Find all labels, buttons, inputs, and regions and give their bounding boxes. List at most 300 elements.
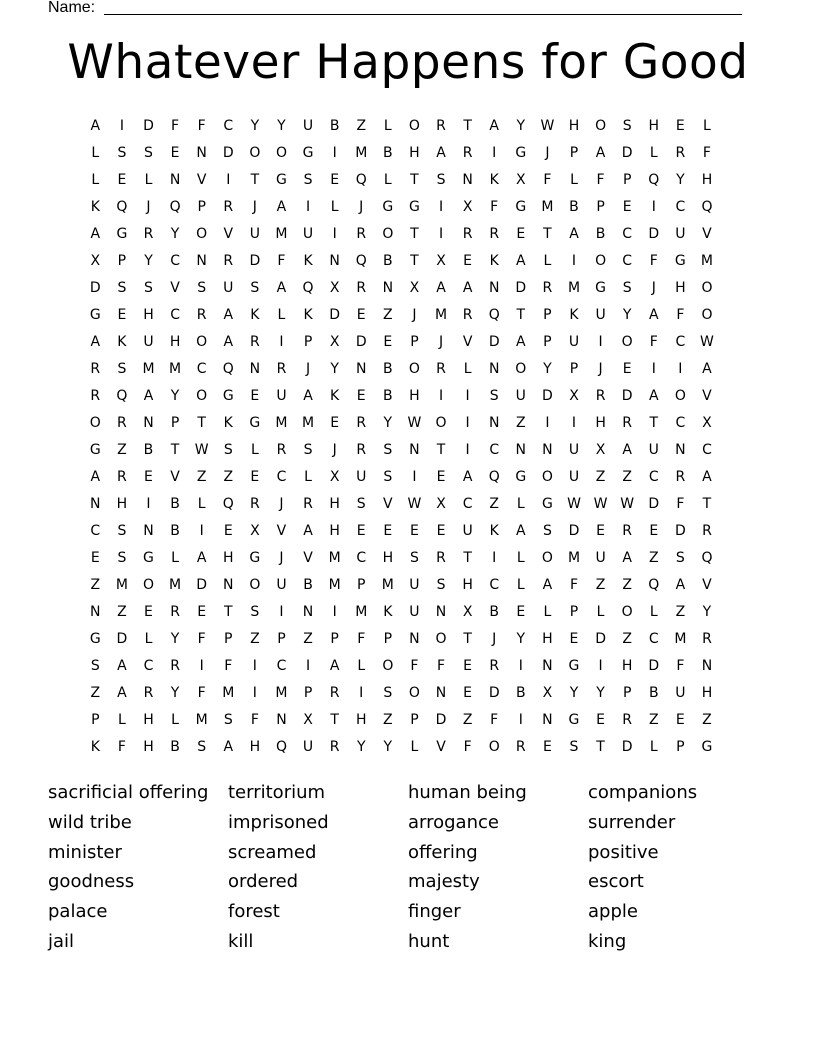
grid-letter: A (117, 685, 127, 701)
grid-letter: I (146, 496, 151, 512)
grid-letter: G (249, 415, 261, 431)
grid-letter: D (674, 523, 686, 539)
grid-letter: N (542, 658, 553, 674)
grid-letter: G (515, 469, 527, 485)
grid-letter: V (702, 388, 712, 404)
grid-letter: W (593, 496, 608, 512)
grid-letter: V (383, 496, 393, 512)
grid-letter: D (196, 577, 208, 593)
grid-letter: D (621, 145, 633, 161)
grid-letter: F (197, 118, 206, 134)
grid-letter: L (304, 469, 312, 485)
grid-letter: O (89, 415, 101, 431)
grid-letter: I (465, 415, 470, 431)
grid-letter: O (196, 226, 208, 242)
grid-letter: Z (250, 631, 260, 647)
grid-letter: P (330, 631, 339, 647)
grid-letter: R (356, 415, 367, 431)
grid-letter: Y (383, 739, 393, 755)
grid-letter: B (648, 685, 659, 701)
grid-letter: I (438, 388, 444, 404)
grid-letter: X (595, 442, 606, 458)
grid-letter: P (543, 307, 552, 323)
grid-letter: T (463, 550, 472, 566)
grid-letter: K (303, 307, 313, 323)
grid-letter: C (143, 658, 154, 674)
grid-letter: F (702, 145, 711, 161)
grid-letter: A (117, 658, 127, 674)
grid-letter: M (541, 199, 554, 215)
word-bank-item: minister (48, 841, 122, 863)
grid-row (82, 518, 747, 545)
grid-letter: I (199, 523, 204, 539)
word-bank (48, 778, 768, 957)
grid-letter: K (489, 523, 499, 539)
grid-letter: M (567, 280, 581, 296)
grid-letter: C (622, 253, 633, 269)
grid-letter: J (146, 199, 151, 215)
grid-letter: H (223, 550, 234, 566)
grid-letter: P (303, 685, 313, 701)
grid-letter: C (675, 199, 686, 215)
grid-letter: J (359, 199, 364, 215)
grid-letter: U (462, 523, 473, 539)
grid-letter: R (622, 523, 633, 539)
word-bank-item: jail (48, 930, 75, 952)
grid-row (82, 167, 747, 194)
grid-letter: L (383, 118, 392, 134)
grid-letter: S (436, 577, 446, 593)
grid-letter: R (489, 658, 500, 674)
grid-letter: A (90, 118, 101, 134)
grid-letter: F (490, 199, 499, 215)
grid-letter: A (702, 361, 712, 377)
grid-letter: O (701, 280, 713, 296)
grid-letter: F (197, 685, 206, 701)
grid-letter: R (90, 388, 101, 404)
grid-letter: D (648, 226, 660, 242)
grid-letter: R (675, 145, 686, 161)
grid-letter: E (144, 469, 153, 485)
grid-letter: R (90, 361, 101, 377)
grid-letter: F (676, 307, 685, 323)
grid-letter: S (675, 550, 685, 566)
grid-letter: U (302, 226, 314, 242)
grid-letter: M (434, 307, 448, 323)
grid-letter: I (305, 658, 311, 674)
grid-letter: B (329, 118, 340, 134)
grid-letter: R (462, 226, 473, 242)
grid-letter: M (700, 253, 713, 269)
grid-letter: Y (569, 685, 579, 701)
grid-letter: O (382, 226, 394, 242)
grid-letter: W (540, 118, 555, 134)
grid-letter: N (542, 712, 553, 728)
grid-letter: O (408, 361, 420, 377)
grid-letter: F (117, 739, 126, 755)
grid-letter: I (438, 226, 444, 242)
grid-letter: J (332, 442, 337, 458)
grid-letter: H (409, 388, 420, 404)
grid-letter: D (143, 118, 154, 134)
grid-letter: J (412, 307, 417, 323)
grid-letter: G (595, 280, 606, 296)
grid-letter: Z (303, 631, 313, 647)
grid-letter: N (90, 604, 101, 620)
grid-letter: N (435, 604, 447, 620)
grid-letter: G (249, 550, 261, 566)
grid-letter: P (410, 712, 419, 728)
grid-letter: J (279, 550, 284, 566)
grid-letter: F (357, 631, 366, 647)
grid-letter: L (357, 658, 366, 674)
word-bank-item: goodness (48, 871, 135, 893)
grid-letter: P (117, 253, 127, 269)
grid-letter: Q (701, 550, 713, 566)
grid-letter: G (568, 712, 580, 728)
word-column (228, 778, 408, 957)
grid-letter: D (249, 253, 261, 269)
grid-letter: P (622, 172, 632, 188)
grid-letter: C (675, 334, 686, 350)
grid-letter: A (622, 550, 632, 566)
grid-row (82, 491, 747, 518)
grid-letter: I (252, 685, 257, 701)
grid-letter: H (116, 496, 128, 512)
grid-letter: O (435, 631, 447, 647)
grid-letter: L (171, 550, 179, 566)
grid-letter: C (462, 496, 473, 512)
grid-row (82, 329, 747, 356)
grid-letter: M (275, 685, 288, 701)
grid-letter: A (303, 388, 313, 404)
grid-letter: Q (648, 577, 660, 593)
grid-letter: I (305, 199, 311, 215)
word-bank-item: majesty (408, 871, 480, 893)
word-bank-item: palace (48, 901, 108, 923)
grid-letter: C (648, 631, 659, 647)
grid-letter: Q (169, 199, 181, 215)
grid-letter: A (542, 577, 553, 593)
grid-letter: E (383, 334, 393, 350)
grid-letter: U (515, 388, 526, 404)
grid-letter: W (407, 415, 422, 431)
grid-letter: O (701, 307, 713, 323)
grid-letter: K (489, 172, 499, 188)
grid-row (82, 410, 747, 437)
grid-letter: Q (116, 388, 128, 404)
word-bank-item: sacrificial offering (48, 782, 209, 803)
grid-letter: T (250, 172, 260, 188)
grid-letter: G (276, 172, 287, 188)
grid-letter: J (545, 145, 550, 161)
grid-letter: O (382, 658, 394, 674)
grid-letter: E (90, 550, 100, 566)
grid-letter: B (383, 361, 393, 377)
grid-letter: F (197, 631, 206, 647)
grid-letter: A (303, 523, 313, 539)
grid-letter: A (516, 334, 526, 350)
grid-row (82, 572, 747, 599)
grid-letter: A (436, 280, 446, 296)
grid-letter: X (409, 280, 420, 296)
grid-letter: B (383, 253, 393, 269)
grid-letter: F (676, 496, 685, 512)
grid-letter: N (196, 253, 207, 269)
grid-letter: L (516, 550, 525, 566)
grid-letter: R (702, 631, 712, 647)
grid-letter: R (436, 118, 446, 134)
grid-letter: U (568, 442, 580, 458)
grid-letter: N (435, 685, 447, 701)
grid-letter: U (302, 118, 314, 134)
grid-letter: N (169, 172, 181, 188)
grid-letter: Z (90, 577, 101, 593)
grid-letter: U (568, 469, 580, 485)
grid-letter: H (143, 739, 154, 755)
grid-letter: E (596, 523, 605, 539)
grid-letter: O (674, 388, 686, 404)
grid-letter: E (622, 361, 632, 377)
grid-letter: M (328, 577, 341, 593)
grid-letter: C (90, 523, 101, 539)
grid-letter: N (515, 442, 527, 458)
grid-letter: C (489, 577, 500, 593)
grid-letter: L (649, 739, 658, 755)
grid-letter: J (598, 361, 603, 377)
grid-letter: S (622, 280, 632, 296)
grid-letter: A (329, 658, 340, 674)
grid-letter: A (648, 307, 659, 323)
word-column (588, 778, 768, 957)
grid-letter: T (543, 226, 552, 242)
grid-letter: N (329, 253, 340, 269)
grid-letter: E (649, 523, 659, 539)
grid-letter: T (463, 631, 472, 647)
grid-letter: Q (701, 199, 713, 215)
grid-letter: U (409, 604, 420, 620)
grid-letter: P (383, 631, 393, 647)
grid-letter: I (199, 658, 204, 674)
grid-row (82, 599, 747, 626)
grid-letter: Z (516, 415, 526, 431)
grid-letter: A (90, 334, 101, 350)
grid-letter: W (194, 442, 209, 458)
grid-letter: K (250, 307, 260, 323)
grid-letter: C (170, 253, 180, 269)
name-label: Name: (48, 0, 96, 16)
grid-row (82, 113, 747, 140)
grid-letter: L (703, 118, 711, 134)
grid-row (82, 356, 747, 383)
grid-letter: D (648, 658, 660, 674)
grid-letter: X (329, 334, 340, 350)
grid-letter: L (144, 172, 153, 188)
grid-letter: E (542, 739, 552, 755)
grid-letter: O (408, 685, 420, 701)
grid-letter: M (355, 145, 368, 161)
grid-letter: E (170, 145, 180, 161)
grid-letter: U (143, 334, 154, 350)
grid-letter: Y (543, 361, 552, 377)
grid-letter: E (569, 631, 579, 647)
grid-letter: X (436, 253, 446, 269)
grid-letter: N (462, 172, 473, 188)
grid-letter: K (330, 388, 340, 404)
grid-letter: D (329, 307, 341, 323)
grid-letter: U (595, 307, 606, 323)
grid-letter: T (596, 739, 605, 755)
grid-letter: R (356, 280, 367, 296)
grid-letter: R (356, 442, 367, 458)
grid-letter: T (197, 415, 206, 431)
grid-letter: Y (277, 118, 286, 134)
grid-letter: K (489, 253, 499, 269)
grid-letter: A (276, 199, 287, 215)
grid-letter: L (197, 496, 206, 512)
grid-letter: G (222, 388, 234, 404)
grid-letter: H (701, 685, 713, 701)
grid-letter: E (144, 604, 153, 620)
grid-letter: J (438, 334, 444, 350)
grid-letter: M (142, 361, 155, 377)
grid-letter: Q (488, 469, 500, 485)
grid-letter: P (569, 604, 579, 620)
grid-letter: B (170, 523, 180, 539)
grid-letter: Z (648, 712, 659, 728)
grid-letter: G (89, 307, 101, 323)
grid-letter: U (675, 226, 686, 242)
grid-letter: C (223, 118, 234, 134)
grid-letter: G (674, 253, 686, 269)
grid-letter: Z (196, 469, 207, 485)
grid-letter: O (196, 334, 208, 350)
grid-letter: P (676, 739, 685, 755)
grid-letter: H (409, 145, 420, 161)
grid-letter: Z (675, 604, 686, 620)
grid-letter: N (488, 280, 500, 296)
grid-letter: I (332, 604, 337, 620)
grid-row (82, 275, 747, 302)
grid-letter: I (598, 658, 603, 674)
grid-letter: F (436, 658, 446, 674)
grid-letter: H (568, 118, 580, 134)
grid-letter: S (117, 523, 127, 539)
grid-letter: K (303, 253, 313, 269)
grid-letter: W (407, 496, 422, 512)
grid-letter: U (223, 280, 234, 296)
grid-letter: K (90, 199, 100, 215)
word-column (48, 778, 228, 957)
word-search-grid (82, 113, 747, 761)
grid-letter: O (435, 415, 447, 431)
grid-letter: T (702, 496, 712, 512)
grid-letter: Y (144, 253, 153, 269)
grid-letter: O (249, 577, 261, 593)
grid-letter: S (223, 712, 233, 728)
grid-letter: R (462, 145, 473, 161)
grid-letter: R (143, 226, 154, 242)
grid-letter: X (702, 415, 712, 431)
grid-letter: Q (302, 280, 314, 296)
grid-letter: X (462, 604, 473, 620)
grid-letter: S (303, 442, 313, 458)
grid-letter: G (89, 631, 101, 647)
grid-letter: G (302, 145, 314, 161)
grid-letter: S (250, 604, 260, 620)
grid-letter: S (409, 550, 419, 566)
grid-letter: L (330, 199, 339, 215)
grid-letter: L (516, 496, 525, 512)
grid-letter: I (492, 145, 497, 161)
grid-letter: U (648, 442, 659, 458)
grid-letter: D (355, 334, 367, 350)
grid-letter: E (675, 118, 685, 134)
grid-letter: M (328, 550, 341, 566)
grid-letter: H (169, 334, 181, 350)
grid-row (82, 545, 747, 572)
grid-letter: J (492, 631, 497, 647)
grid-letter: K (117, 334, 127, 350)
grid-letter: L (543, 604, 552, 620)
grid-letter: S (569, 739, 579, 755)
grid-letter: M (674, 631, 687, 647)
grid-letter: V (170, 280, 180, 296)
grid-row (82, 680, 747, 707)
word-bank-item: apple (588, 901, 638, 923)
grid-letter: Z (462, 712, 473, 728)
grid-row (82, 707, 747, 734)
grid-letter: S (117, 361, 127, 377)
grid-letter: I (465, 442, 470, 458)
grid-letter: N (302, 604, 314, 620)
grid-letter: O (196, 388, 208, 404)
grid-letter: R (223, 199, 234, 215)
grid-letter: R (170, 604, 180, 620)
grid-row (82, 626, 747, 653)
grid-letter: Z (383, 712, 393, 728)
grid-letter: S (144, 145, 153, 161)
grid-letter: H (382, 550, 394, 566)
grid-letter: D (648, 496, 660, 512)
grid-letter: Q (355, 253, 367, 269)
grid-letter: R (117, 469, 127, 485)
grid-letter: D (621, 388, 633, 404)
grid-letter: Y (170, 388, 180, 404)
grid-letter: H (329, 523, 340, 539)
grid-letter: H (701, 172, 713, 188)
grid-letter: H (621, 658, 633, 674)
grid-letter: L (410, 739, 419, 755)
grid-letter: O (488, 739, 500, 755)
grid-letter: G (116, 226, 128, 242)
grid-letter: P (197, 199, 206, 215)
grid-letter: X (462, 199, 473, 215)
grid-letter: O (595, 253, 607, 269)
grid-letter: F (171, 118, 180, 134)
grid-letter: I (226, 172, 231, 188)
grid-letter: G (515, 199, 527, 215)
grid-letter: D (515, 280, 527, 296)
grid-letter: A (595, 145, 606, 161)
grid-letter: A (90, 469, 101, 485)
grid-letter: E (409, 523, 419, 539)
grid-letter: I (279, 604, 284, 620)
grid-letter: N (701, 658, 713, 674)
grid-letter: C (356, 550, 367, 566)
word-column (408, 778, 588, 957)
grid-letter: Q (488, 307, 500, 323)
